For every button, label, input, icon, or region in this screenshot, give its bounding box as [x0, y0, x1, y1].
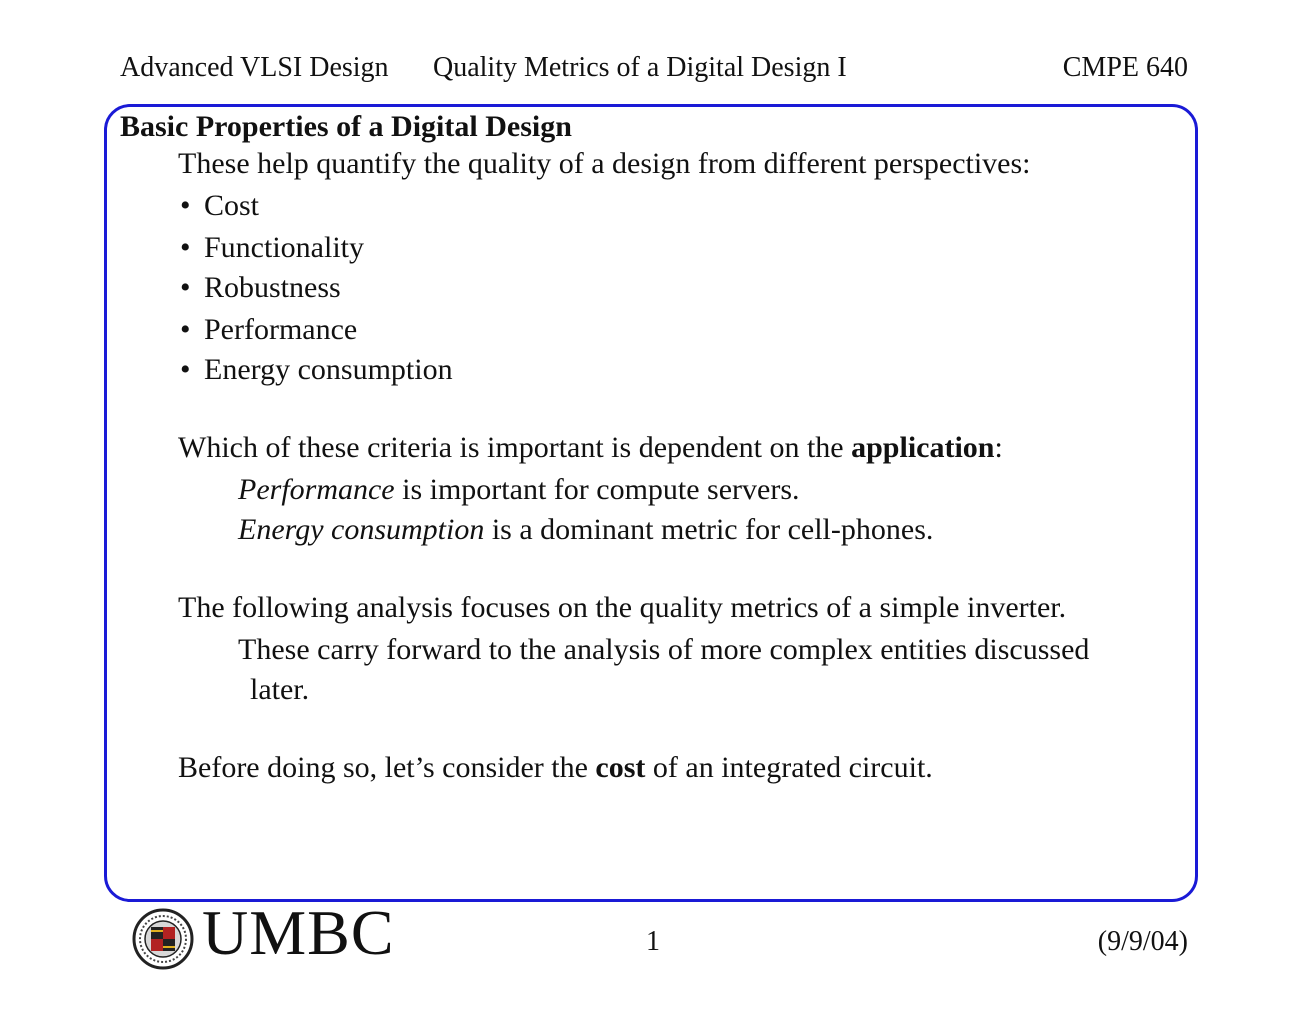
- course-title: Advanced VLSI Design: [120, 52, 389, 83]
- bullet-icon: •: [180, 271, 191, 304]
- umbc-logo: [132, 897, 432, 974]
- bullet-label: Energy consumption: [204, 353, 453, 386]
- course-code: CMPE 640: [1062, 52, 1188, 83]
- bullet-icon: •: [180, 313, 191, 346]
- paragraph-cost: Before doing so, let’s consider the cost of an integrated circuit.: [178, 751, 933, 784]
- sub-point-carry-forward-cont: later.: [250, 673, 310, 706]
- bullet-item: [180, 312, 357, 348]
- paragraph-application: Which of these criteria is important is dependent on the application:: [178, 431, 1003, 464]
- university-seal-icon: [132, 908, 194, 970]
- slide-header: [120, 52, 1188, 92]
- bullet-label: Robustness: [204, 271, 341, 304]
- bullet-item: [180, 188, 259, 224]
- bullet-label: Functionality: [204, 231, 364, 264]
- slide-title: Basic Properties of a Digital Design: [120, 110, 572, 143]
- intro-text: These help quantify the quality of a design from different perspectives:: [178, 147, 1031, 180]
- bullet-label: Performance: [204, 313, 358, 346]
- bullet-item: [180, 352, 453, 388]
- sub-point-carry-forward: These carry forward to the analysis of more complex entities discussed: [238, 633, 1090, 666]
- lecture-title: Quality Metrics of a Digital Design I: [433, 52, 847, 83]
- emphasis-application: application: [851, 431, 995, 464]
- bullet-item: [180, 270, 341, 306]
- slide-date: (9/9/04): [1097, 926, 1188, 957]
- page-number: 1: [646, 926, 660, 957]
- bullet-label: Cost: [204, 189, 260, 222]
- emphasis-cost: cost: [595, 751, 646, 784]
- bullet-icon: •: [180, 231, 191, 264]
- bullet-icon: •: [180, 189, 191, 222]
- bullet-item: [180, 230, 364, 266]
- logo-text: UMBC: [202, 897, 395, 968]
- sub-point-performance: Performance is important for compute servers.: [238, 473, 800, 506]
- paragraph-analysis: The following analysis focuses on the quality metrics of a simple inverter.: [178, 591, 1067, 624]
- bullet-icon: •: [180, 353, 191, 386]
- sub-point-energy: Energy consumption is a dominant metric for cell-phones.: [238, 513, 934, 546]
